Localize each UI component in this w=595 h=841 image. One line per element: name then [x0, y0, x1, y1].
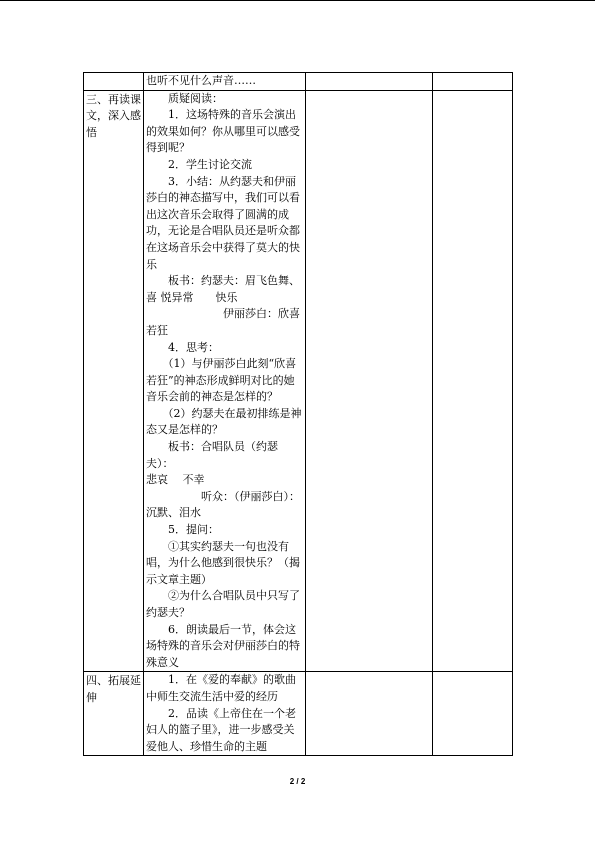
empty-cell [433, 73, 513, 91]
content-line: 5．提问： [146, 523, 219, 537]
content-line: 3．小结：从约瑟夫和伊丽莎白的神态描写中，我们可以看出这次音乐会取得了圆满的成功，无论是合唱队员还是听众都在这场音乐会中获得了莫大的快乐 [146, 174, 300, 271]
empty-cell [306, 672, 433, 756]
table-row [84, 90, 513, 672]
lesson-plan-table [83, 72, 513, 756]
content-line: （1）与伊丽莎白此刻“欣喜若狂”的神态形成鲜明对比的她音乐会前的神态是怎样的？ [146, 357, 297, 404]
content-line: 4．思考： [146, 340, 219, 354]
content-line: 6．朗读最后一节，体会这场特殊的音乐会对伊丽莎白的特殊意义 [146, 622, 300, 669]
content-line: 质疑阅读： [146, 91, 223, 105]
content-line: ①其实约瑟夫一句也没有唱，为什么他感到很快乐？（揭示文章主题） [146, 539, 300, 586]
content-cell [144, 672, 306, 756]
content-line: 板书：约瑟夫：眉飞色舞、喜 悦异常 快乐 [146, 274, 300, 304]
content-cell [144, 90, 306, 672]
content-line: 伊丽莎白：欣喜若狂 [146, 307, 300, 337]
section-cell [84, 73, 144, 91]
content-line: 也听不见什么声音…… [146, 74, 256, 87]
empty-cell [433, 90, 513, 672]
section-cell [84, 90, 144, 672]
content-line: 1．在《爱的奉献》的歌曲中师生交流生活中爱的经历 [146, 673, 296, 703]
section-label: 三、再读课文，深入感悟 [86, 92, 141, 139]
empty-cell [306, 90, 433, 672]
content-line: ②为什么合唱队员中只写了约瑟夫？ [146, 589, 300, 619]
content-cell [144, 73, 306, 91]
content-line: 2．学生讨论交流 [146, 157, 252, 171]
section-cell [84, 672, 144, 756]
page-number: 2 / 2 [289, 777, 306, 786]
content-line: （2）约瑟夫在最初排练是神态又是怎样的？ [146, 406, 302, 437]
empty-cell [433, 672, 513, 756]
table-row [84, 672, 513, 756]
content-line: 2．品读《上帝住在一个老妇人的篮子里》，进一步感受关爱他人、珍惜生命的主题 [146, 706, 296, 753]
content-line: 沉默、泪水 [146, 506, 201, 520]
content-line: 1．这场特殊的音乐会演出的效果如何？你从哪里可以感受得到呢？ [146, 108, 300, 155]
content-line: 板书：合唱队员（约瑟夫）： [146, 440, 278, 470]
content-line: 悲哀 不幸 [146, 473, 205, 487]
table-row [84, 73, 513, 91]
section-label: 四、拓展延伸 [86, 674, 141, 704]
page-top-rule [0, 0, 595, 1]
empty-cell [306, 73, 433, 91]
content-line: 听众：（伊丽莎白）： [146, 489, 300, 503]
